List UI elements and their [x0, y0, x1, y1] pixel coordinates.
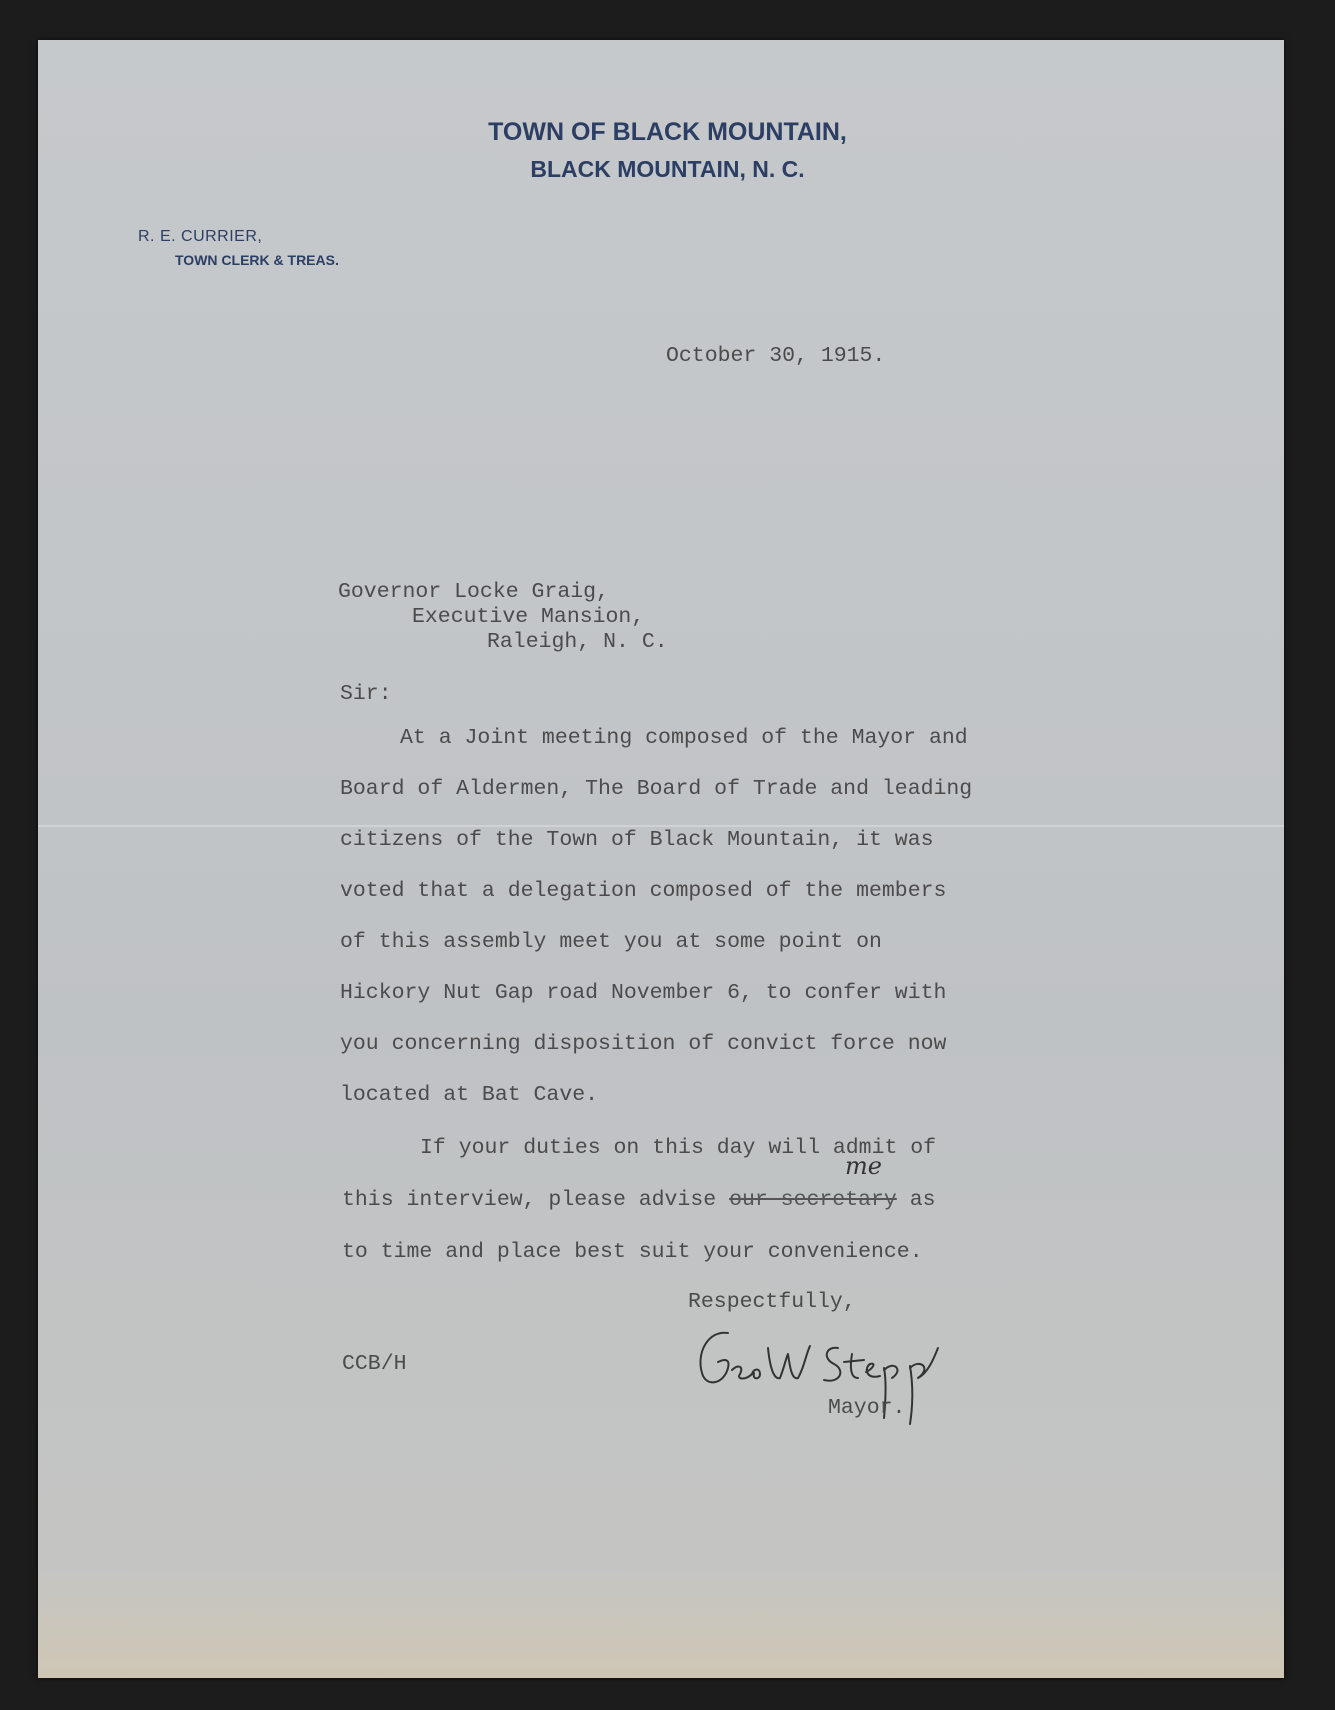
letter-date: October 30, 1915. [666, 344, 886, 368]
body-p1-line-8: located at Bat Cave. [340, 1083, 599, 1107]
letterhead-clerk-name: R. E. CURRIER, [138, 228, 263, 245]
body-p1-line-1: At a Joint meeting composed of the Mayor and [400, 726, 968, 750]
body-p1-line-5: of this assembly meet you at some point on [340, 930, 882, 954]
body-p2-line-2 [342, 1188, 936, 1212]
struck-text: our secretary [729, 1188, 897, 1212]
fold-line [38, 825, 1284, 827]
typist-initials: CCB/H [342, 1352, 407, 1376]
body-p1-line-4: voted that a delegation composed of the members [340, 879, 947, 903]
address-line-1: Governor Locke Graig, [338, 580, 609, 604]
address-line-2: Executive Mansion, [412, 605, 645, 629]
body-p2-line-3: to time and place best suit your convenience. [342, 1240, 923, 1264]
closing: Respectfully, [688, 1290, 856, 1314]
handwritten-insert: me [845, 1152, 882, 1180]
letterhead-clerk-title: TOWN CLERK & TREAS. [175, 252, 339, 268]
salutation: Sir: [340, 682, 392, 706]
body-p1-line-2: Board of Aldermen, The Board of Trade and leading [340, 777, 973, 801]
body-p2-line-2-before: this interview, please advise [342, 1188, 730, 1212]
letterhead-town: TOWN OF BLACK MOUNTAIN, [488, 118, 847, 146]
body-p1-line-3: citizens of the Town of Black Mountain, it was [340, 828, 934, 852]
letter-paper [38, 40, 1284, 1678]
body-p2-line-2-after: as [896, 1188, 936, 1212]
body-p1-line-7: you concerning disposition of convict force now [340, 1032, 947, 1056]
signer-title: Mayor. [828, 1396, 906, 1420]
body-p1-line-6: Hickory Nut Gap road November 6, to confer with [340, 981, 947, 1005]
letterhead-location: BLACK MOUNTAIN, N. C. [530, 156, 805, 182]
address-line-3: Raleigh, N. C. [487, 630, 668, 654]
body-p2-line-1: If your duties on this day will admit of [420, 1136, 937, 1160]
